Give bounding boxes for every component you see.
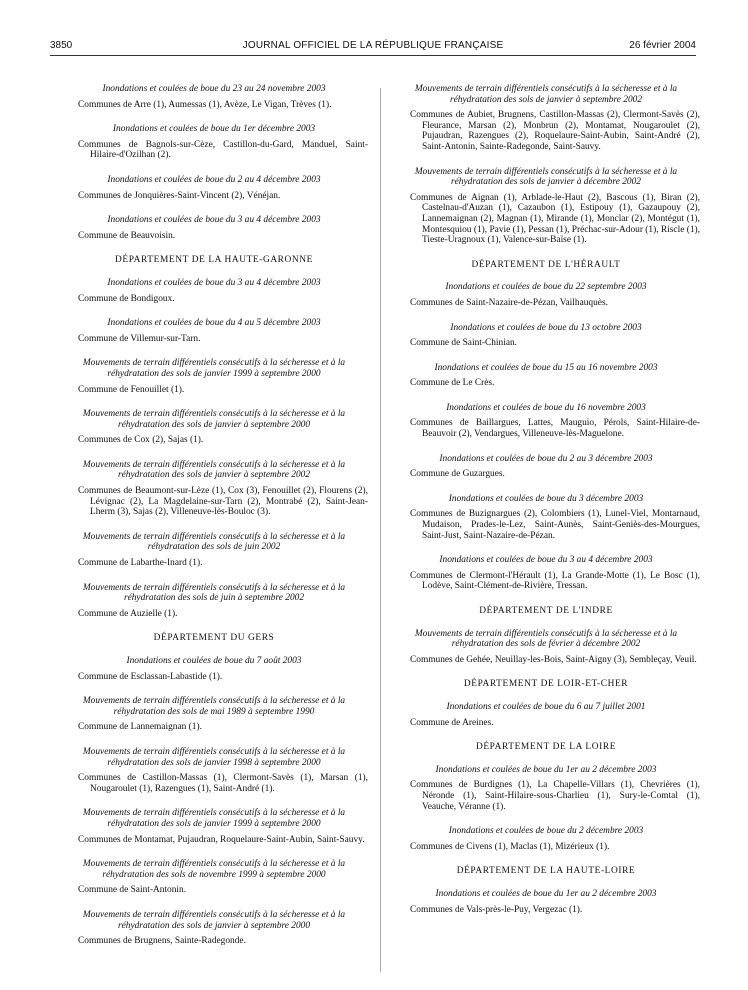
communes-list: Commune de Guzargues.: [410, 469, 505, 480]
decree-entry: [60, 175, 368, 201]
department-heading: DÉPARTEMENT DE LA HAUTE-GARONNE: [115, 255, 313, 266]
decree-entry: [392, 629, 700, 666]
event-heading: Inondations et coulées de boue du 3 au 4 décembre 2003: [439, 555, 653, 566]
decree-entry: [392, 765, 700, 812]
department-heading: DÉPARTEMENT DE LA HAUTE-LOIRE: [456, 866, 636, 877]
decree-entry: [60, 583, 368, 620]
event-heading: Mouvements de terrain différentiels consécutifs à la sécheresse et à la réhydratation des sols de janvier 1998 à septembre 2000: [82, 746, 346, 768]
decree-entry: [60, 747, 368, 794]
decree-entry: [392, 494, 700, 541]
event-heading: Mouvements de terrain différentiels consécutifs à la sécheresse et à la réhydratation des sols de janvier à septembre 2002: [82, 459, 346, 481]
decree-entry: [392, 84, 700, 153]
decree-entry: [392, 282, 700, 308]
communes-list: Communes de Gehée, Neuillay-les-Bois, Saint-Aigny (3), Sembleçay, Veuil.: [410, 654, 697, 665]
decree-entry: [60, 84, 368, 110]
communes-list: Communes de Civens (1), Maclas (1), Mizérieux (1).: [410, 841, 610, 852]
communes-list: Commune de Beauvoisin.: [78, 230, 176, 241]
communes-list: Communes de Aignan (1), Arblade-le-Haut (2), Bascous (1), Biran (2), Castelnau-d'Auzan (1), Cazaubon (1), Estipouy (1), Gazaupouy (2), Lannemaignan (2), Magnan (1), Mirande (1), Monclar (2), Montégut (1), Montesquiou (1), Pavie (1), Pessan (1), Préchac-sur-Adour (1), Riscle (1), Tieste-Uragnoux (1), Valence-sur-Baïse (1).: [410, 192, 700, 246]
event-heading: Inondations et coulées de boue du 23 au 24 novembre 2003: [102, 84, 326, 94]
left-column: [60, 84, 368, 961]
communes-list: Commune de Bondigoux.: [78, 293, 175, 304]
event-heading: Mouvements de terrain différentiels consécutifs à la sécheresse et à la réhydratation des sols de janvier 1999 à septembre 2000: [82, 808, 346, 829]
column-separator: [380, 88, 381, 972]
event-heading: Inondations et coulées de boue du 13 octobre 2003: [450, 322, 642, 333]
decree-entry: [60, 460, 368, 518]
event-heading: Inondations et coulées de boue du 22 septembre 2003: [445, 282, 647, 293]
communes-list: Commune de Lannemaignan (1).: [78, 722, 202, 733]
decree-entry: [392, 702, 700, 728]
decree-entry: [60, 532, 368, 569]
decree-entry: [392, 403, 700, 440]
communes-list: Communes de Vals-près-le-Puy, Vergezac (1).: [410, 904, 583, 915]
header-rule: [50, 55, 696, 56]
event-heading: Mouvements de terrain différentiels consécutifs à la sécheresse et à la réhydratation des sols de janvier à décembre 2002: [414, 166, 678, 188]
communes-list: Communes de Brugnens, Sainte-Radegonde.: [78, 936, 246, 947]
decree-entry: [60, 358, 368, 395]
communes-list: Commune de Saint-Chinian.: [410, 338, 518, 349]
communes-list: Commune de Villemur-sur-Tarn.: [78, 333, 201, 344]
decree-entry: [60, 215, 368, 241]
communes-list: Communes de Buzignargues (2), Colombiers (1), Lunel-Viel, Montarnaud, Mudaison, Prades-le-Lez, Saint-Aunès, Saint-Geniès-des-Mourgues, Saint-Just, Saint-Nazaire-de-Pézan.: [410, 509, 700, 541]
event-heading: Mouvements de terrain différentiels consécutifs à la sécheresse et à la réhydratation des sols de janvier à septembre 2000: [82, 909, 346, 931]
event-heading: Inondations et coulées de boue du 6 au 7 juillet 2001: [446, 701, 646, 712]
event-heading: Inondations et coulées de boue du 1er au 2 décembre 2003: [435, 764, 657, 775]
decree-entry: [392, 323, 700, 349]
right-column: [392, 84, 700, 929]
event-heading: Mouvements de terrain différentiels consécutifs à la sécheresse et à la réhydratation des sols de janvier 1999 à septembre 2000: [82, 358, 346, 379]
decree-entry: [60, 808, 368, 845]
decree-entry: [60, 859, 368, 896]
page-header: [50, 40, 696, 54]
communes-list: Communes de Montamat, Pujaudran, Roquelaure-Saint-Aubin, Saint-Sauvy.: [78, 834, 365, 845]
decree-entry: [392, 555, 700, 592]
decree-entry: [60, 278, 368, 304]
decree-entry: [60, 696, 368, 733]
event-heading: Mouvements de terrain différentiels consécutifs à la sécheresse et à la réhydratation des sols de novembre 1999 à septembre 2000: [82, 859, 346, 880]
decree-entry: [392, 454, 700, 480]
event-heading: Inondations et coulées de boue du 3 au 4 décembre 2003: [107, 277, 321, 288]
communes-list: Commune de Saint-Antonin.: [78, 885, 187, 896]
event-heading: Mouvements de terrain différentiels consécutifs à la sécheresse et à la réhydratation des sols de janvier à septembre 2002: [414, 84, 678, 105]
event-heading: Mouvements de terrain différentiels consécutifs à la sécheresse et à la réhydratation des sols de février à décembre 2002: [414, 628, 678, 650]
event-heading: Inondations et coulées de boue du 4 au 5 décembre 2003: [107, 318, 321, 329]
event-heading: Mouvements de terrain différentiels consécutifs à la sécheresse et à la réhydratation des sols de juin à septembre 2002: [82, 582, 346, 604]
department-heading: DÉPARTEMENT DU GERS: [153, 633, 275, 644]
issue-date: 26 février 2004: [629, 40, 696, 51]
decree-entry: [392, 167, 700, 246]
journal-title: JOURNAL OFFICIEL DE LA RÉPUBLIQUE FRANÇAISE: [242, 40, 504, 51]
communes-list: Commune de Labarthe-Inard (1).: [78, 558, 203, 569]
decree-entry: [60, 318, 368, 344]
event-heading: Inondations et coulées de boue du 3 décembre 2003: [448, 493, 644, 504]
communes-list: Commune de Areines.: [410, 717, 494, 728]
decree-entry: [392, 363, 700, 389]
event-heading: Inondations et coulées de boue du 2 décembre 2003: [448, 826, 644, 837]
communes-list: Communes de Jonquières-Saint-Vincent (2), Vénéjan.: [78, 190, 281, 201]
event-heading: Inondations et coulées de boue du 1er au 2 décembre 2003: [435, 888, 657, 899]
event-heading: Inondations et coulées de boue du 2 au 3 décembre 2003: [439, 453, 653, 464]
decree-entry: [60, 124, 368, 161]
decree-entry: [60, 409, 368, 446]
communes-list: Communes de Castillon-Massas (1), Clermont-Savès (1), Marsan (1), Nougaroulet (1), Razengues (1), Saint-André (1).: [78, 773, 368, 794]
communes-list: Communes de Saint-Nazaire-de-Pézan, Vailhauquès.: [410, 297, 608, 308]
decree-entry: [392, 826, 700, 852]
decree-entry: [60, 910, 368, 947]
communes-list: Communes de Arre (1), Aumessas (1), Avèze, Le Vigan, Trèves (1).: [78, 99, 332, 110]
department-heading: DÉPARTEMENT DE LOIR-ET-CHER: [463, 679, 629, 690]
communes-list: Commune de Esclassan-Labastide (1).: [78, 671, 223, 682]
event-heading: Inondations et coulées de boue du 15 au 16 novembre 2003: [434, 362, 658, 373]
communes-list: Commune de Le Crès.: [410, 378, 495, 389]
communes-list: Communes de Aubiet, Brugnens, Castillon-Massas (2), Clermont-Savès (2), Fleurance, Marsan (2), Monbrun (2), Montamat, Nougaroulet (2), Pujaudran, Razengues (2), Roquelaure-Saint-Aubin, Saint-André (2), Saint-Antonin, Sainte-Radegonde, Saint-Sauvy.: [410, 110, 700, 152]
communes-list: Communes de Baillargues, Lattes, Mauguio, Pérols, Saint-Hilaire-de-Beauvoir (2), Vendargues, Villeneuve-lès-Maguelone.: [410, 418, 700, 440]
communes-list: Communes de Cox (2), Sajas (1).: [78, 435, 204, 446]
page-number: 3850: [50, 40, 73, 51]
department-heading: DÉPARTEMENT DE LA LOIRE: [475, 742, 617, 753]
communes-list: Commune de Auzielle (1).: [78, 608, 178, 619]
event-heading: Mouvements de terrain différentiels consécutifs à la sécheresse et à la réhydratation des sols de juin 2002: [82, 531, 346, 553]
event-heading: Inondations et coulées de boue du 3 au 4 décembre 2003: [107, 215, 321, 226]
department-heading: DÉPARTEMENT DE L'HÉRAULT: [471, 259, 621, 270]
communes-list: Communes de Clermont-l'Hérault (1), La Grande-Motte (1), Le Bosc (1), Lodève, Saint-Clément-de-Rivière, Tressan.: [410, 570, 700, 592]
department-heading: DÉPARTEMENT DE L'INDRE: [479, 606, 613, 616]
event-heading: Inondations et coulées de boue du 7 août 2003: [126, 656, 302, 666]
communes-list: Communes de Bagnols-sur-Cèze, Castillon-du-Gard, Manduel, Saint-Hilaire-d'Ozilhan (2).: [78, 139, 368, 161]
event-heading: Inondations et coulées de boue du 2 au 4 décembre 2003: [107, 174, 321, 185]
decree-entry: [60, 656, 368, 682]
communes-list: Commune de Fenouillet (1).: [78, 384, 185, 395]
event-heading: Mouvements de terrain différentiels consécutifs à la sécheresse et à la réhydratation des sols de janvier à septembre 2000: [82, 409, 346, 430]
event-heading: Inondations et coulées de boue du 1er décembre 2003: [112, 124, 316, 135]
communes-list: Communes de Beaumont-sur-Lèze (1), Cox (3), Fenouillet (2), Flourens (2), Lévignac (2), La Magdelaine-sur-Tarn (2), Montrabé (2), Saint-Jean-Lherm (3), Sajas (2), Villeneuve-lès-Bouloc (3).: [78, 486, 368, 518]
event-heading: Mouvements de terrain différentiels consécutifs à la sécheresse et à la réhydratation des sols de mai 1989 à septembre 1990: [82, 696, 346, 717]
communes-list: Communes de Burdignes (1), La Chapelle-Villars (1), Chevrières (1), Néronde (1), Saint-Hilaire-sous-Charlieu (1), Sury-le-Comtal (1), Veauche, Véranne (1).: [410, 780, 700, 812]
decree-entry: [392, 889, 700, 915]
event-heading: Inondations et coulées de boue du 16 novembre 2003: [446, 402, 646, 413]
